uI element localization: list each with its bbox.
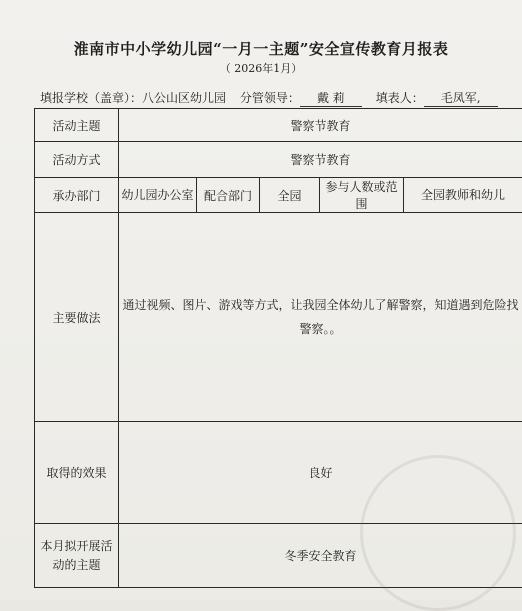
school-label: 填报学校（盖章）： <box>40 91 142 105</box>
report-title: 淮南市中小学幼儿园“一月一主题”安全宣传教育月报表 <box>0 38 522 59</box>
table-row-dept <box>35 178 522 213</box>
theme-label: 活动主题 <box>35 109 119 142</box>
coop-value: 全园 <box>260 178 320 213</box>
dept-value: 幼儿园办公室 <box>119 178 197 213</box>
leader-value: 戴 莉 <box>300 89 362 107</box>
table-row-method <box>35 142 522 178</box>
scope-label: 参与人数或范围 <box>320 178 404 213</box>
effect-value: 良好 <box>119 422 522 524</box>
method-label: 活动方式 <box>35 142 119 178</box>
table-row-theme <box>35 109 522 142</box>
coop-label: 配合部门 <box>197 178 260 213</box>
faint-seal <box>360 455 516 611</box>
practice-label: 主要做法 <box>35 213 119 422</box>
effect-label: 取得的效果 <box>35 422 119 524</box>
info-line <box>40 89 522 107</box>
scope-value: 全园教师和幼儿 <box>404 178 522 213</box>
filler-value: 毛凤军, <box>424 89 498 107</box>
school-value: 八公山区幼儿园 <box>142 91 226 105</box>
table-row-practice <box>35 213 522 422</box>
leader-label: 分管领导： <box>240 91 300 105</box>
dept-label: 承办部门 <box>35 178 119 213</box>
method-value: 警察节教育 <box>119 142 522 178</box>
theme-value: 警察节教育 <box>119 109 522 142</box>
next-label: 本月拟开展活动的主题 <box>35 524 119 588</box>
practice-value: 通过视频、图片、游戏等方式，让我园全体幼儿了解警察，知道遇到危险找警察。。 <box>119 213 522 422</box>
report-date: （ 2026年1月） <box>0 60 522 76</box>
next-value: 冬季安全教育 <box>119 524 522 588</box>
filler-label: 填表人： <box>376 91 424 105</box>
